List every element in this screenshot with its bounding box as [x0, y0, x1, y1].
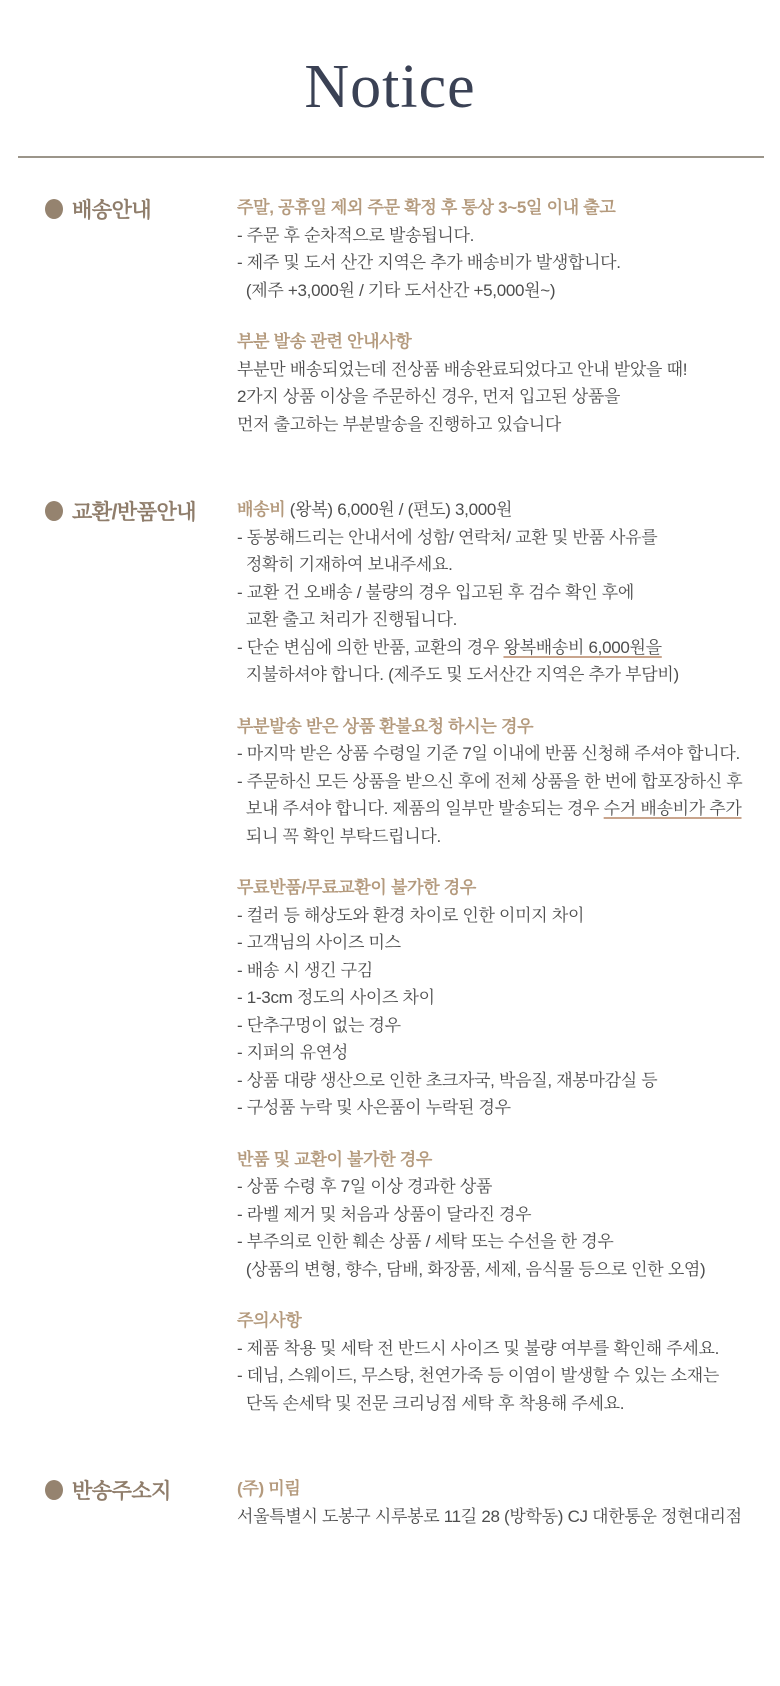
- body-line: - 상품 수령 후 7일 이상 경과한 상품: [237, 1177, 493, 1196]
- block-heading: 무료반품/무료교환이 불가한 경우: [237, 878, 476, 897]
- body-line: 교환 출고 처리가 진행됩니다.: [237, 610, 458, 629]
- body-line: - 동봉해드리는 안내서에 성함/ 연락처/ 교환 및 반품 사유를: [237, 527, 658, 547]
- section-content: [237, 1473, 780, 1530]
- body-line: - 단추구멍이 없는 경우: [237, 1015, 401, 1035]
- body-line: 먼저 출고하는 부분발송을 진행하고 있습니다: [237, 414, 562, 434]
- body-line: - 1-3cm 정도의 사이즈 차이: [237, 988, 435, 1007]
- body-line: 지불하셔야 합니다. (제주도 및 도서산간 지역은 추가 부담비): [237, 665, 679, 684]
- body-line: - 마지막 받은 상품 수령일 기준 7일 이내에 반품 신청해 주셔야 합니다.: [237, 744, 740, 763]
- content-block: [237, 496, 780, 689]
- body-line: - 상품 대량 생산으로 인한 초크자국, 박음질, 재봉마감실 등: [237, 1070, 658, 1090]
- body-line: - 주문하신 모든 상품을 받으신 후에 전체 상품을 한 번에 합포장하신 후: [237, 771, 743, 791]
- body-line: - 라벨 제거 및 처음과 상품이 달라진 경우: [237, 1204, 532, 1224]
- body-line: 되니 꼭 확인 부탁드립니다.: [237, 826, 441, 846]
- body-line: [237, 634, 780, 662]
- lead-value: (왕복) 6,000원 / (편도) 3,000원: [285, 500, 513, 519]
- body-line: - 주문 후 순차적으로 발송됩니다.: [237, 225, 475, 245]
- section-shipping-info: [0, 192, 780, 438]
- text-segment: - 단순 변심에 의한 반품, 교환의 경우: [237, 637, 504, 657]
- section-heading-shipping-info: [45, 192, 237, 224]
- block-heading: (주) 미림: [237, 1479, 301, 1498]
- body-line: - 고객님의 사이즈 미스: [237, 933, 401, 952]
- section-heading-return-address: [45, 1473, 237, 1505]
- body-line: - 지퍼의 유연성: [237, 1043, 348, 1062]
- body-line: 서울특별시 도봉구 시루봉로 11길 28 (방학동) CJ 대한통운 정현대리점: [237, 1506, 742, 1526]
- body-line: - 부주의로 인한 훼손 상품 / 세탁 또는 수선을 한 경우: [237, 1232, 614, 1251]
- underlined-text: 수거 배송비가 추가: [603, 799, 742, 818]
- body-line: - 데님, 스웨이드, 무스탕, 천연가죽 등 이염이 발생할 수 있는 소재는: [237, 1366, 720, 1385]
- body-line: - 제품 착용 및 세탁 전 반드시 사이즈 및 불량 여부를 확인해 주세요.: [237, 1338, 720, 1358]
- section-content: [237, 494, 780, 1417]
- body-line: 단독 손세탁 및 전문 크리닝점 세탁 후 착용해 주세요.: [237, 1393, 625, 1413]
- bullet-icon: [45, 1480, 63, 1500]
- body-line: [237, 795, 780, 823]
- section-heading-exchange-return-info: [45, 494, 237, 526]
- body-line: - 배송 시 생긴 구김: [237, 960, 373, 980]
- section-label: 배송안내: [72, 199, 152, 222]
- bullet-icon: [45, 199, 63, 219]
- lead-label: 배송비: [237, 500, 286, 519]
- content-block: [237, 874, 780, 1122]
- bullet-icon: [45, 501, 63, 521]
- content-block: [237, 1307, 780, 1417]
- content-block: [237, 1475, 780, 1530]
- page-title: Notice: [304, 53, 476, 121]
- section-content: [237, 192, 780, 438]
- underlined-text: 왕복배송비 6,000원을: [503, 637, 662, 657]
- section-label: 교환/반품안내: [72, 501, 197, 524]
- body-line: - 제주 및 도서 산간 지역은 추가 배송비가 발생합니다.: [237, 253, 621, 272]
- section-label: 반송주소지: [72, 1480, 171, 1503]
- content-block: [237, 713, 780, 851]
- body-line: 2가지 상품 이상을 주문하신 경우, 먼저 입고된 상품을: [237, 387, 621, 406]
- section-exchange-return-info: [0, 494, 780, 1417]
- block-heading: 주말, 공휴일 제외 주문 확정 후 통상 3~5일 이내 출고: [237, 198, 616, 217]
- content-block: [237, 1146, 780, 1284]
- body-line: - 구성품 누락 및 사은품이 누락된 경우: [237, 1098, 511, 1117]
- block-heading: 부분 발송 관련 안내사항: [237, 332, 412, 351]
- notice-sections: [0, 158, 780, 1530]
- body-line: (상품의 변형, 향수, 담배, 화장품, 세제, 음식물 등으로 인한 오염): [237, 1259, 706, 1279]
- block-heading: 부분발송 받은 상품 환불요청 하시는 경우: [237, 716, 534, 736]
- body-line: 정확히 기재하여 보내주세요.: [237, 555, 453, 574]
- content-block: [237, 328, 780, 438]
- section-return-address: [0, 1473, 780, 1530]
- body-line: - 교환 건 오배송 / 불량의 경우 입고된 후 검수 확인 후에: [237, 582, 635, 602]
- block-heading: 주의사항: [237, 1311, 302, 1330]
- body-line: 부분만 배송되었는데 전상품 배송완료되었다고 안내 받았을 때!: [237, 359, 688, 379]
- body-line: (제주 +3,000원 / 기타 도서산간 +5,000원~): [237, 280, 556, 300]
- block-heading: 반품 및 교환이 불가한 경우: [237, 1149, 433, 1169]
- body-line: [237, 496, 780, 524]
- text-segment: 보내 주셔야 합니다. 제품의 일부만 발송되는 경우: [237, 799, 604, 818]
- body-line: - 컬러 등 해상도와 환경 차이로 인한 이미지 차이: [237, 905, 585, 925]
- content-block: [237, 194, 780, 304]
